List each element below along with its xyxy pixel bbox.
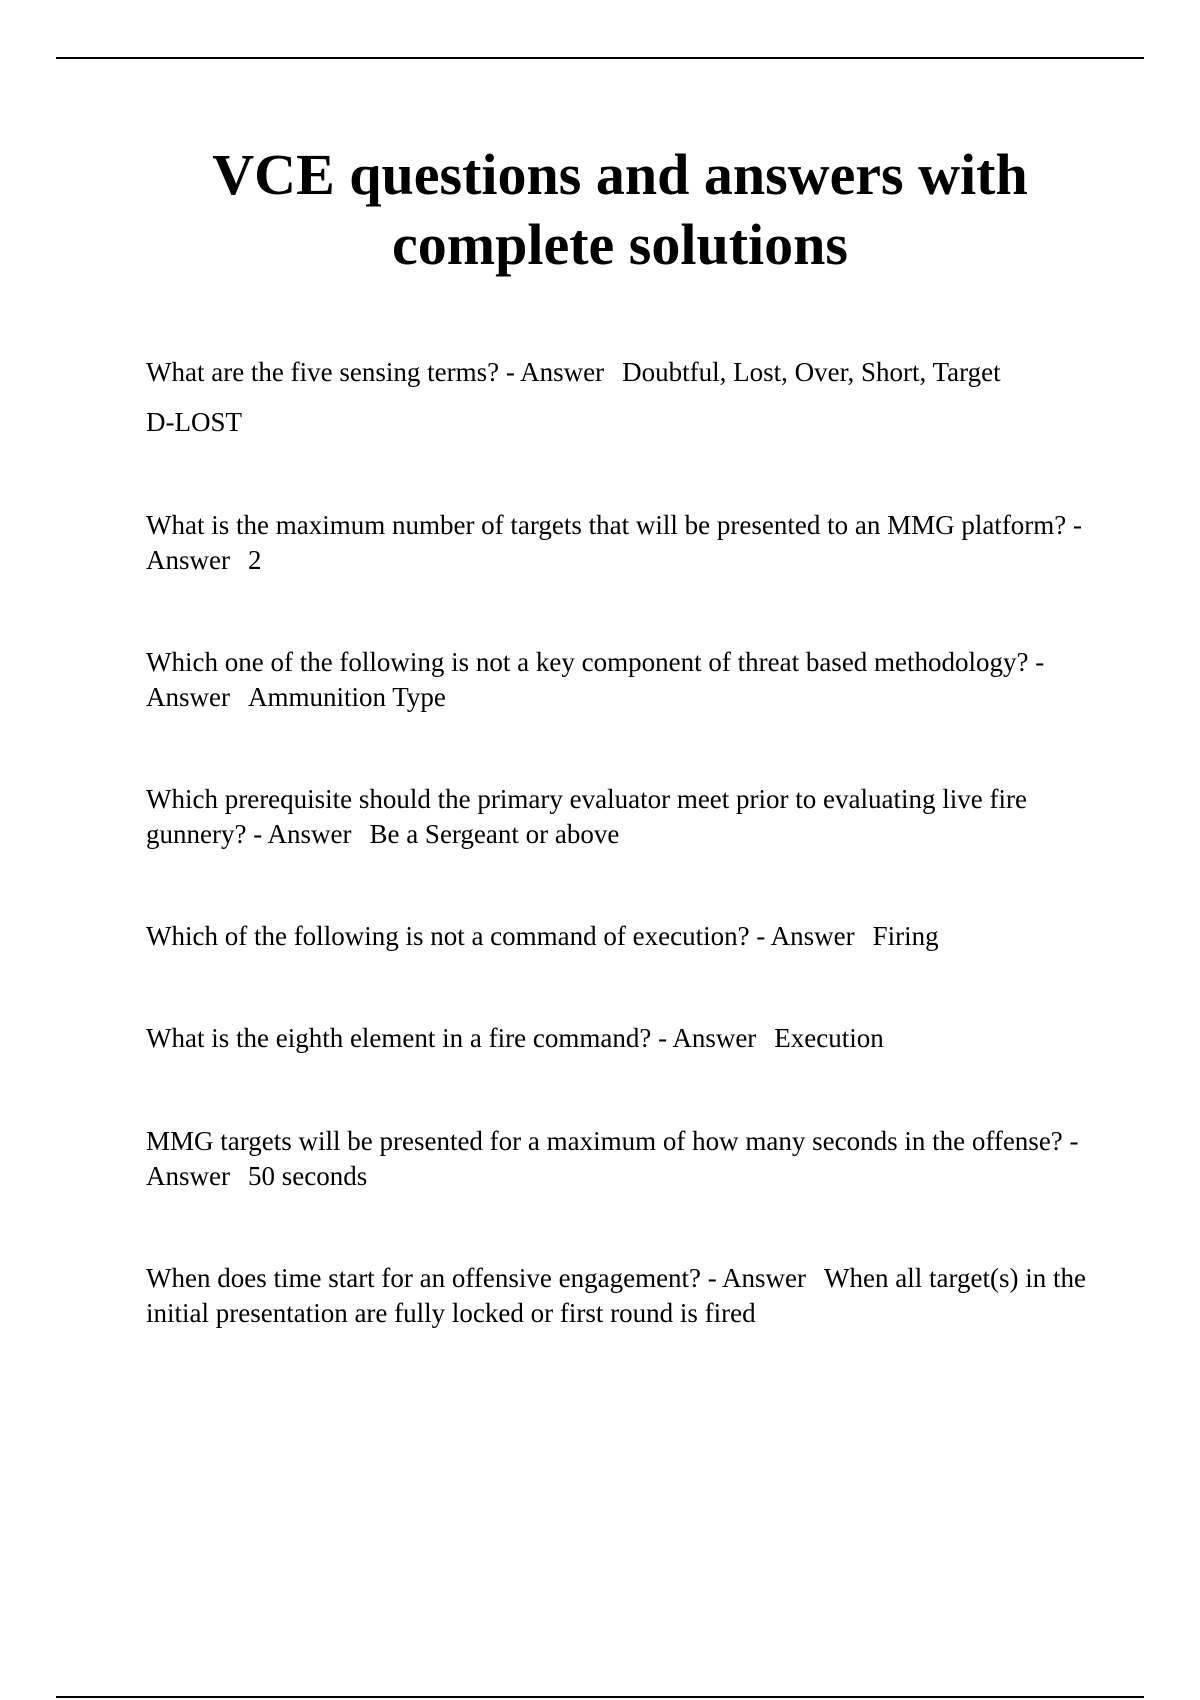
mnemonic-text: D-LOST [146, 407, 242, 437]
bottom-rule [56, 1696, 1144, 1698]
qa-item-3 [146, 645, 1101, 715]
answer-text: Be a Sergeant or above [369, 819, 620, 849]
question-text: Which prerequisite should the primary evaluator meet prior to evaluating live fire gunnery? - Answer [146, 784, 1027, 849]
document-title: VCE questions and answers with complete solutions [212, 142, 1028, 277]
qa-item-5 [146, 919, 1101, 954]
question-text: What are the five sensing terms? - Answer [146, 357, 605, 387]
qa-item-1 [146, 355, 1101, 390]
top-rule [56, 57, 1144, 59]
answer-text: 2 [247, 545, 262, 575]
question-text: Which of the following is not a command of execution? - Answer [146, 921, 855, 951]
qa-item-6 [146, 1021, 1101, 1056]
qa-item-2 [146, 508, 1101, 578]
qa-item-7 [146, 1124, 1101, 1194]
answer-text: When all target(s) in the initial presentation are fully locked or first round is fired [146, 1263, 1086, 1328]
answer-text: Ammunition Type [247, 682, 446, 712]
answer-text: 50 seconds [247, 1161, 368, 1191]
answer-text: Execution [774, 1023, 884, 1053]
question-text: MMG targets will be presented for a maximum of how many seconds in the offense? - Answer [146, 1126, 1079, 1191]
answer-text: Doubtful, Lost, Over, Short, Target [622, 357, 1001, 387]
question-text: What is the eighth element in a fire command? - Answer [146, 1023, 757, 1053]
qa-item-4 [146, 782, 1101, 852]
qa-item-8 [146, 1261, 1101, 1331]
question-text: What is the maximum number of targets that will be presented to an MMG platform? - Answer [146, 510, 1083, 575]
answer-text: Firing [872, 921, 939, 951]
question-text: When does time start for an offensive engagement? - Answer [146, 1263, 807, 1293]
question-text: Which one of the following is not a key component of threat based methodology? - Answer [146, 647, 1045, 712]
